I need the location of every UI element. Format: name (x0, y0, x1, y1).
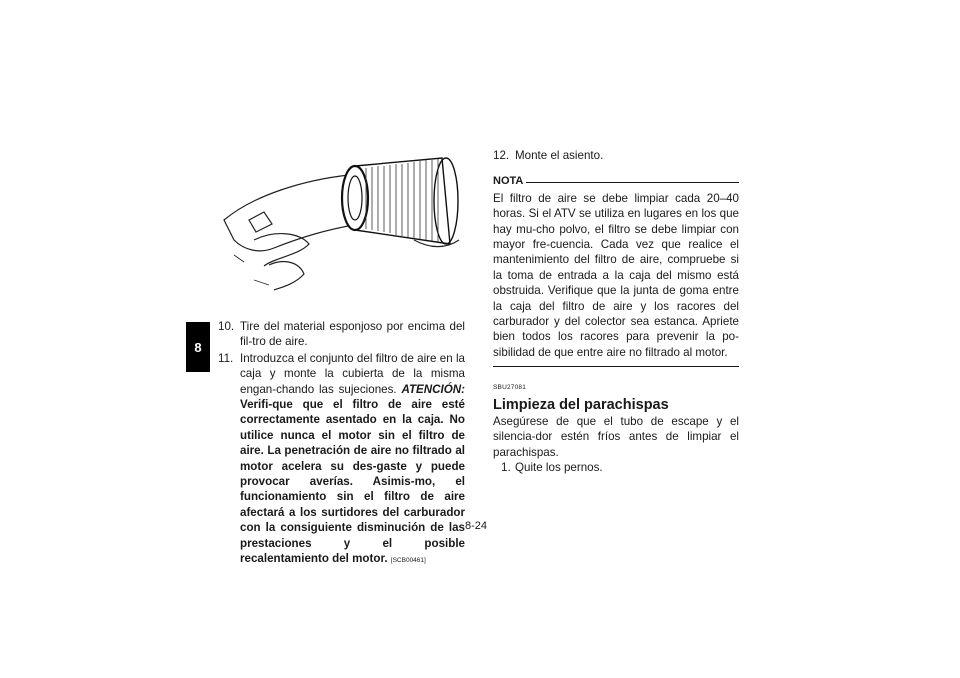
section-title: Limpieza del parachispas (493, 396, 669, 413)
step-text: Tire del material esponjoso por encima del fil-tro de aire. (240, 320, 465, 349)
right-column (493, 148, 739, 475)
step-number: 11. (218, 351, 234, 365)
note-end-rule (493, 366, 739, 367)
note-rule (526, 182, 739, 183)
step-text: Quite los pernos. (515, 460, 603, 474)
step-12 (493, 148, 739, 163)
page-number: 8-24 (465, 520, 488, 532)
section-code: SBU27081 (493, 384, 527, 392)
step-text (240, 351, 465, 569)
attention-label: ATENCIÓN: (401, 382, 465, 396)
step-10 (218, 319, 465, 350)
note-header (493, 174, 739, 189)
step-number: 10. (218, 320, 235, 333)
air-filter-illustration (214, 140, 476, 312)
caution-code: [SCB00461] (390, 557, 426, 565)
step-11 (218, 351, 465, 569)
attention-warning: Verifi-que que el filtro de aire esté correctamente asentado en la caja. No utilice nunca el motor sin el filtro de aire. La penetración de aire no filtrado al motor acelera su des-gaste y puede provocar averías. Asimis-mo, el funcionamiento sin el filtro de aire afectará a los surtidores del carburador con la consiguiente disminución de las prestaciones y el posible recalentamiento del motor. (240, 398, 465, 566)
chapter-number: 8 (194, 339, 202, 355)
section-text: Asegúrese de que el tubo de escape y el silencia-dor estén fríos antes de limpiar el parachispas. (493, 414, 739, 459)
step-number: 12. (493, 149, 510, 162)
step-number: 1. (501, 460, 511, 474)
note-text: El filtro de aire se debe limpiar cada 20–40 horas. Si el ATV se utiliza en lugares en los que hay mu-cho polvo, el filtro se debe limpiar con mayor fre-cuencia. Cada vez que realice el mantenimiento del filtro de aire, compruebe si la toma de entrada a la caja del mismo está obstruida. Verifique que la junta de goma entre la caja del filtro de aire y los racores del carburador y del colector sea estanca. Apriete bien todos los racores para prevenir la po-sibilidad de que entre aire no filtrado al motor. (493, 191, 739, 359)
left-column (218, 319, 465, 570)
chapter-tab (186, 322, 210, 372)
step-text: Monte el asiento. (515, 149, 604, 162)
step-instruction: Introduzca el conjunto del filtro de aire en la caja y monte la cubierta de la misma engan-chando las sujeciones. (240, 351, 465, 396)
step-1 (493, 460, 739, 475)
note-label: NOTA (493, 175, 524, 188)
